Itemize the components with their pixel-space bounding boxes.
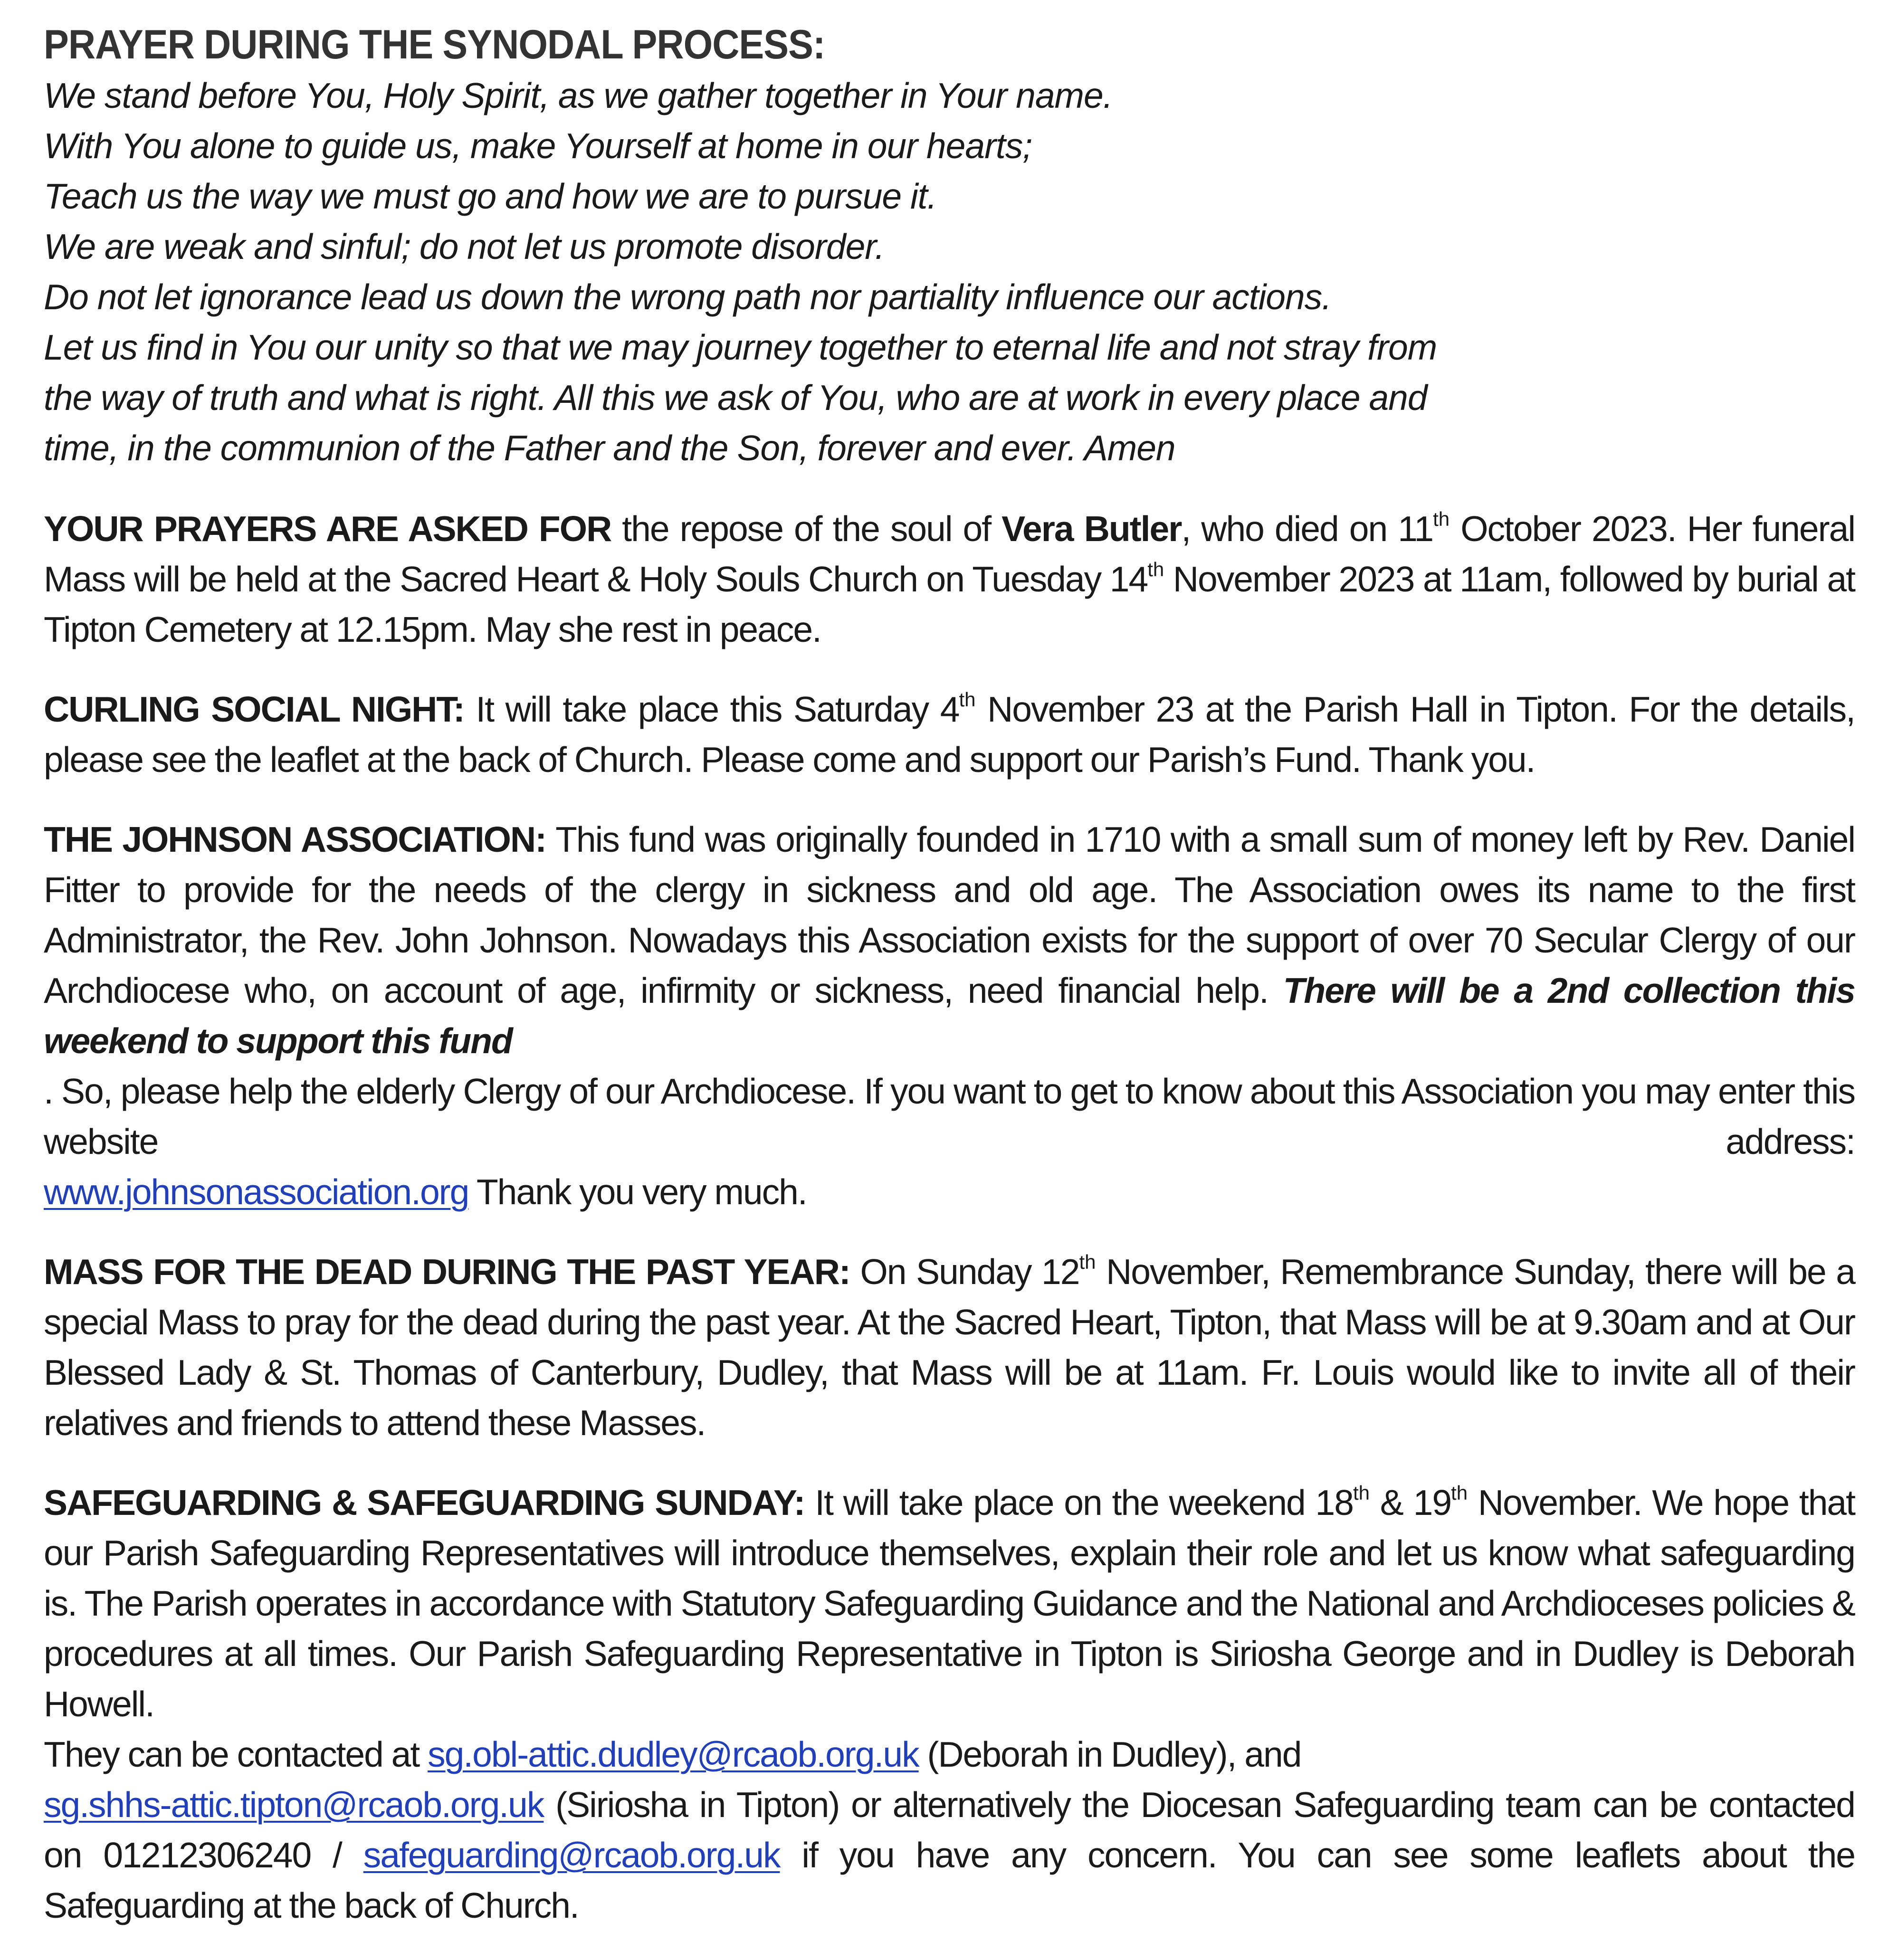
ordinal-suffix: th xyxy=(1353,1482,1370,1504)
johnson-association-notice xyxy=(44,814,1855,1217)
tipton-safeguarding-email-link[interactable]: sg.shhs-attic.tipton@rcaob.org.uk xyxy=(44,1785,544,1825)
notice-heading: SAFEGUARDING & SAFEGUARDING SUNDAY: xyxy=(44,1483,805,1522)
prayer-line: Do not let ignorance lead us down the wrong path nor partiality influence our actions. xyxy=(44,277,1332,317)
notice-text: November 23 at the Parish Hall in Tipton. For the details, please see the leaflet at the back of Church. Please come and support our Parish’s Fund. Thank you. xyxy=(44,689,1855,780)
notice-text: November 2023 at 11am, followed by burial at Tipton Cemetery at 12.15pm. May she rest in peace. xyxy=(44,559,1855,649)
notice-text: November, Remembrance Sunday, there will be a special Mass to pray for the dead during the past year. At the Sacred Heart, Tipton, that Mass will be at 9.30am and at Our Blessed Lady & St. Thomas of Canterbury, Dudley, that Mass will be at 11am. Fr. Louis would like to invite all of their relatives and friends to attend these Masses. xyxy=(44,1252,1855,1443)
notice-text: October 2023. Her funeral Mass will be held at the Sacred Heart & Holy Souls Church on Tuesday 14 xyxy=(44,509,1855,599)
mass-for-dead-notice xyxy=(44,1246,1855,1448)
notice-text: , who died on 11 xyxy=(1181,509,1433,549)
prayer-line: We are weak and sinful; do not let us promote disorder. xyxy=(44,227,885,266)
notice-text: the repose of the soul of xyxy=(611,509,1002,549)
ordinal-suffix: th xyxy=(959,688,976,711)
ordinal-suffix: th xyxy=(1147,558,1164,580)
prayer-line: the way of truth and what is right. All this we ask of You, who are at work in every place and xyxy=(44,378,1427,418)
collection-emphasis: There will be a 2nd collection this weekend to support this fund xyxy=(44,970,1855,1061)
notice-text: It will take place this Saturday 4 xyxy=(464,689,959,729)
johnson-website-link[interactable]: www.johnsonassociation.org xyxy=(44,1172,469,1212)
notice-text: . So, please help the elderly Clergy of our Archdiocese. If you want to get to know about this Association you may enter this website address: xyxy=(44,1071,1855,1161)
notice-heading: YOUR PRAYERS ARE ASKED FOR xyxy=(44,509,611,549)
curling-notice xyxy=(44,684,1855,785)
notice-text-wrap xyxy=(44,1066,1855,1167)
notice-text: They can be contacted at xyxy=(44,1734,428,1774)
prayer-title: PRAYER DURING THE SYNODAL PROCESS: xyxy=(44,22,825,67)
prayer-line: Teach us the way we must go and how we are to pursue it. xyxy=(44,176,937,216)
notice-text: Thank you very much. xyxy=(468,1172,807,1212)
notice-text: It will take place on the weekend 18 xyxy=(804,1483,1353,1522)
safeguarding-notice xyxy=(44,1477,1855,1931)
ordinal-suffix: th xyxy=(1079,1251,1096,1273)
contact-line xyxy=(44,1729,1855,1779)
synodal-prayer xyxy=(44,19,1855,473)
notice-text: November. We hope that our Parish Safeguarding Representatives will introduce themselves, explain their role and let us know what safeguarding is. The Parish operates in accordance with Statutory Safeguarding Guidance and the National and Archdioceses policies & procedures at all times. Our Parish Safeguarding Representative in Tipton is Siriosha George and in Dudley is Deborah Howell. xyxy=(44,1483,1855,1724)
diocesan-safeguarding-email-link[interactable]: safeguarding@rcaob.org.uk xyxy=(363,1835,780,1875)
prayers-asked-notice xyxy=(44,504,1855,655)
notice-text: On Sunday 12 xyxy=(849,1252,1079,1292)
newsletter-page xyxy=(44,19,1855,1960)
ordinal-suffix: th xyxy=(1433,508,1450,530)
prayer-line: Let us find in You our unity so that we may journey together to eternal life and not stray from xyxy=(44,327,1437,367)
prayer-line: We stand before You, Holy Spirit, as we gather together in Your name. xyxy=(44,76,1113,115)
notice-text: (Deborah in Dudley), and xyxy=(918,1734,1301,1774)
notice-text: if you have any concern. You can see some leaflets about the Safeguarding at the back of Church. xyxy=(44,1835,1855,1925)
notice-heading: CURLING SOCIAL NIGHT: xyxy=(44,689,464,729)
notice-heading: THE JOHNSON ASSOCIATION: xyxy=(44,819,546,859)
deceased-name: Vera Butler xyxy=(1001,509,1182,549)
notice-text: This fund was originally founded in 1710 with a small sum of money left by Rev. Daniel Fitter to provide for the needs of the clergy in sickness and old age. The Association owes its name to the first Administrator, the Rev. John Johnson. Nowadays this Association exists for the support of over 70 Secular Clergy of our Archdiocese who, on account of age, infirmity or sickness, need financial help. xyxy=(44,819,1855,1010)
dudley-safeguarding-email-link[interactable]: sg.obl-attic.dudley@rcaob.org.uk xyxy=(428,1734,919,1774)
notice-text: & 19 xyxy=(1370,1483,1451,1522)
notice-heading: MASS FOR THE DEAD DURING THE PAST YEAR: xyxy=(44,1252,850,1292)
ordinal-suffix: th xyxy=(1451,1482,1468,1504)
prayer-line: time, in the communion of the Father and the Son, forever and ever. Amen xyxy=(44,428,1175,468)
prayer-line: With You alone to guide us, make Yourself at home in our hearts; xyxy=(44,126,1032,166)
notice-text: (Siriosha in Tipton) or alternatively the Diocesan Safeguarding team can be contacted on 01212306240 / xyxy=(44,1785,1855,1875)
